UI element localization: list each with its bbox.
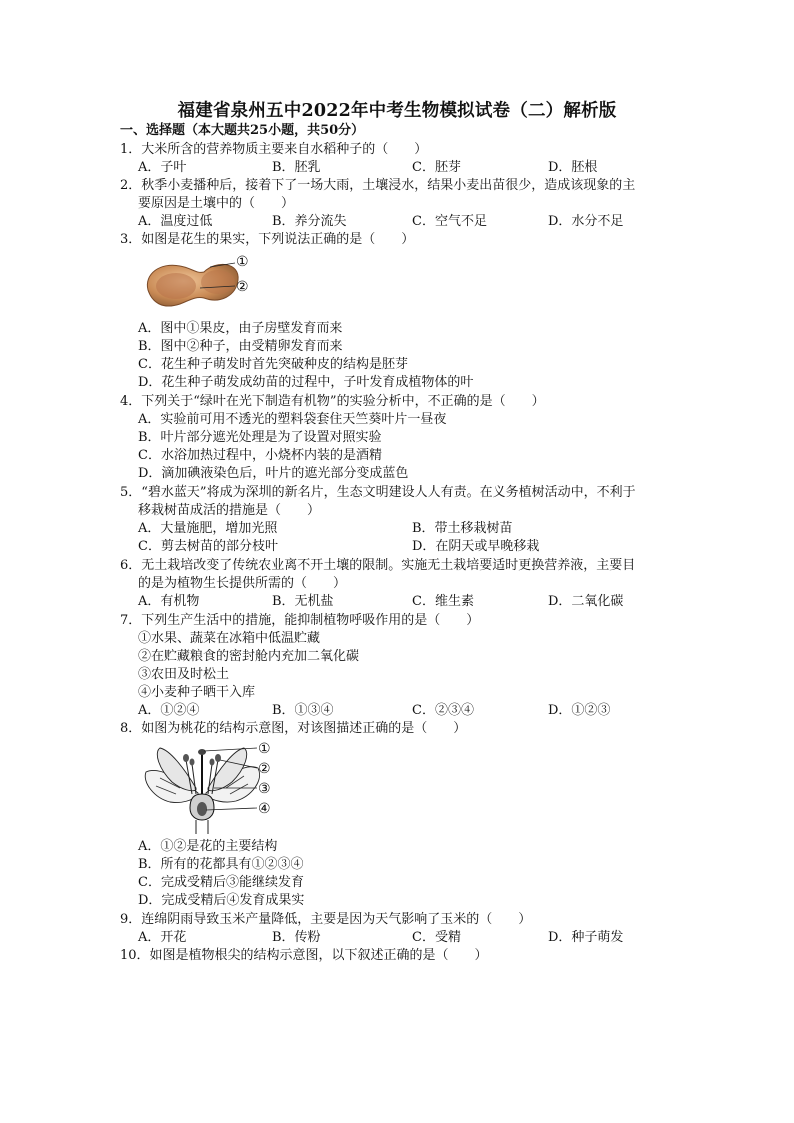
q6-option-c: C．维生素: [412, 594, 474, 609]
question-10-stem: 10．如图是植物根尖的结构示意图，以下叙述正确的是（ ）: [120, 948, 488, 963]
q2-option-d: D．水分不足: [548, 214, 624, 229]
peach-flower-figure: [140, 738, 265, 834]
q2-option-b: B．养分流失: [272, 214, 347, 229]
section-heading: 一、选择题（本大题共25小题，共50分）: [120, 123, 365, 138]
question-5-stem-line1: 5．“碧水蓝天”将成为深圳的新名片，生态文明建设人人有责。在义务植树活动中，不利于: [120, 485, 636, 500]
question-2-stem-line1: 2．秋季小麦播种后，接着下了一场大雨，土壤浸水，结果小麦出苗很少，造成该现象的主: [120, 178, 636, 193]
q2-option-c: C．空气不足: [412, 214, 487, 229]
q7-item-2: ②在贮藏粮食的密封舱内充加二氧化碳: [138, 649, 360, 664]
q9-option-d: D．种子萌发: [548, 930, 624, 945]
question-5-stem-line2: 移栽树苗成活的措施是（ ）: [138, 503, 321, 518]
q8-option-c: C．完成受精后③能继续发育: [138, 875, 304, 890]
q8-option-b: B．所有的花都具有①②③④: [138, 857, 304, 872]
question-2-stem-line2: 要原因是土壤中的（ ）: [138, 196, 295, 211]
peanut-label-2: ②: [236, 279, 249, 295]
q7-option-d: D．①②③: [548, 703, 611, 718]
page-title: 福建省泉州五中2022年中考生物模拟试卷（二）解析版: [177, 101, 617, 121]
flower-label-3: ③: [258, 781, 271, 797]
q4-option-c: C．水浴加热过程中，小烧杯内装的是酒精: [138, 448, 382, 463]
flower-label-2: ②: [258, 761, 271, 777]
q1-option-a: A．子叶: [138, 160, 187, 175]
question-6-stem-line2: 的是为植物生长提供所需的（ ）: [138, 576, 347, 591]
question-3-stem: 3．如图是花生的果实，下列说法正确的是（ ）: [120, 232, 415, 247]
q7-option-a: A．①②④: [138, 703, 200, 718]
q5-option-b: B．带土移栽树苗: [412, 521, 513, 536]
flower-label-1: ①: [258, 741, 271, 757]
q6-option-d: D．二氧化碳: [548, 594, 624, 609]
q7-item-1: ①水果、蔬菜在冰箱中低温贮藏: [138, 631, 321, 646]
flower-label-4: ④: [258, 801, 271, 817]
q1-option-c: C．胚芽: [412, 160, 461, 175]
q4-option-d: D．滴加碘液染色后，叶片的遮光部分变成蓝色: [138, 466, 409, 481]
q3-option-c: C．花生种子萌发时首先突破种皮的结构是胚芽: [138, 357, 408, 372]
q7-option-b: B．①③④: [272, 703, 334, 718]
q7-item-4: ④小麦种子晒干入库: [138, 685, 256, 700]
q3-option-d: D．花生种子萌发成幼苗的过程中，子叶发育成植物体的叶: [138, 375, 474, 390]
q4-option-b: B．叶片部分遮光处理是为了设置对照实验: [138, 430, 382, 445]
question-7-stem: 7．下列生产生活中的措施，能抑制植物呼吸作用的是（ ）: [120, 613, 480, 628]
q9-option-b: B．传粉: [272, 930, 321, 945]
q7-option-c: C．②③④: [412, 703, 474, 718]
q3-option-b: B．图中②种子，由受精卵发育而来: [138, 339, 343, 354]
q4-option-a: A．实验前可用不透光的塑料袋套住天竺葵叶片一昼夜: [138, 412, 447, 427]
q5-option-c: C．剪去树苗的部分枝叶: [138, 539, 278, 554]
peanut-label-1: ①: [236, 254, 249, 270]
question-1-stem: 1．大米所含的营养物质主要来自水稻种子的（ ）: [120, 142, 428, 157]
q6-option-a: A．有机物: [138, 594, 200, 609]
q8-option-d: D．完成受精后④发育成果实: [138, 893, 305, 908]
q7-item-3: ③农田及时松土: [138, 667, 230, 682]
q3-option-a: A．图中①果皮，由子房壁发育而来: [138, 321, 343, 336]
q2-option-a: A．温度过低: [138, 214, 213, 229]
q5-option-d: D．在阴天或早晚移栽: [412, 539, 540, 554]
q9-option-c: C．受精: [412, 930, 461, 945]
q9-option-a: A．开花: [138, 930, 187, 945]
q5-option-a: A．大量施肥，增加光照: [138, 521, 278, 536]
question-8-stem: 8．如图为桃花的结构示意图，对该图描述正确的是（ ）: [120, 721, 467, 736]
question-9-stem: 9．连绵阴雨导致玉米产量降低，主要是因为天气影响了玉米的（ ）: [120, 912, 532, 927]
q6-option-b: B．无机盐: [272, 594, 334, 609]
q1-option-d: D．胚根: [548, 160, 598, 175]
q8-option-a: A．①②是花的主要结构: [138, 839, 278, 854]
question-4-stem: 4．下列关于“绿叶在光下制造有机物”的实验分析中，不正确的是（ ）: [120, 394, 545, 409]
q1-option-b: B．胚乳: [272, 160, 321, 175]
question-6-stem-line1: 6．无土栽培改变了传统农业离不开土壤的限制。实施无土栽培要适时更换营养液，主要目: [120, 558, 636, 573]
